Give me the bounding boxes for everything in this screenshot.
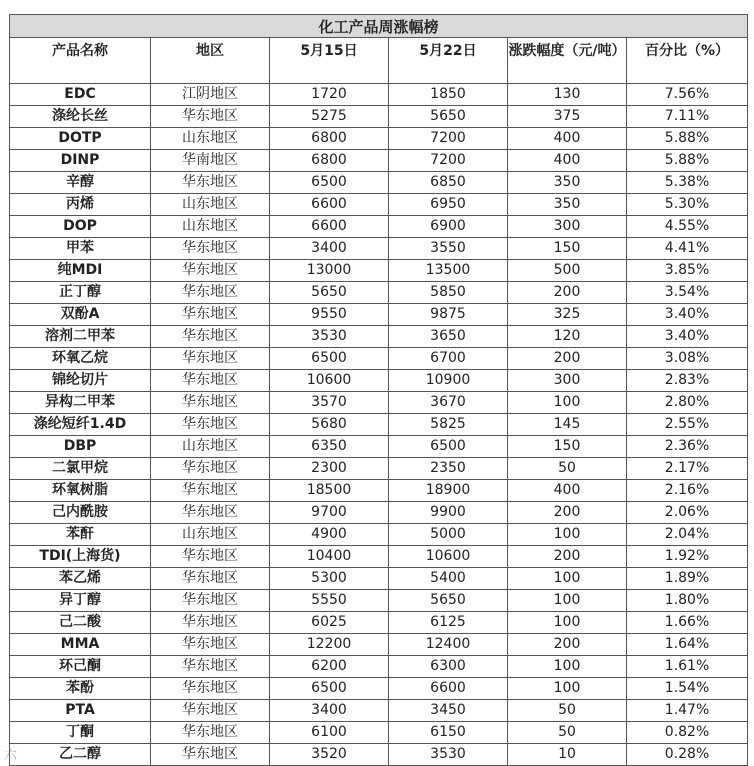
region-cell: 华东地区 [151,634,270,656]
percent-cell: 1.54% [627,678,748,700]
may15-price-cell: 10400 [270,546,389,568]
region-cell: 华东地区 [151,612,270,634]
may22-price-cell: 7200 [389,150,508,172]
may15-price-cell: 13000 [270,260,389,282]
percent-cell: 7.11% [627,106,748,128]
product-name-cell: 丁酮 [10,722,151,744]
table-row [10,568,748,590]
header-percent: 百分比（%） [627,38,748,84]
table-row [10,84,748,106]
percent-cell: 5.88% [627,150,748,172]
header-region: 地区 [151,38,270,84]
region-cell: 华东地区 [151,722,270,744]
percent-cell: 4.55% [627,216,748,238]
product-name-cell: 锦纶切片 [10,370,151,392]
region-cell: 山东地区 [151,524,270,546]
product-name-cell: 辛醇 [10,172,151,194]
change-cell: 350 [508,194,627,216]
may22-price-cell: 5000 [389,524,508,546]
product-name-cell: 苯酚 [10,678,151,700]
table-row [10,590,748,612]
change-cell: 10 [508,744,627,766]
may22-price-cell: 3650 [389,326,508,348]
product-name-cell: 己内酰胺 [10,502,151,524]
may15-price-cell: 10600 [270,370,389,392]
change-cell: 100 [508,656,627,678]
table-row [10,370,748,392]
product-name-cell: 溶剂二甲苯 [10,326,151,348]
region-cell: 华东地区 [151,172,270,194]
percent-cell: 2.83% [627,370,748,392]
may15-price-cell: 1720 [270,84,389,106]
percent-cell: 5.38% [627,172,748,194]
may22-price-cell: 2350 [389,458,508,480]
product-name-cell: 环己酮 [10,656,151,678]
change-cell: 200 [508,348,627,370]
change-cell: 200 [508,282,627,304]
may22-price-cell: 18900 [389,480,508,502]
change-cell: 300 [508,370,627,392]
may15-price-cell: 3570 [270,392,389,414]
percent-cell: 2.80% [627,392,748,414]
may22-price-cell: 3450 [389,700,508,722]
table-row [10,744,748,766]
product-name-cell: PTA [10,700,151,722]
product-name-cell: EDC [10,84,151,106]
product-name-cell: 异丁醇 [10,590,151,612]
table-row [10,502,748,524]
may15-price-cell: 6200 [270,656,389,678]
region-cell: 华东地区 [151,502,270,524]
may22-price-cell: 6600 [389,678,508,700]
region-cell: 华东地区 [151,678,270,700]
may22-price-cell: 6300 [389,656,508,678]
table-row [10,106,748,128]
may15-price-cell: 5650 [270,282,389,304]
may15-price-cell: 6500 [270,348,389,370]
product-name-cell: 环氧乙烷 [10,348,151,370]
may15-price-cell: 5275 [270,106,389,128]
product-name-cell: 涤纶短纤1.4D [10,414,151,436]
may15-price-cell: 18500 [270,480,389,502]
percent-cell: 1.89% [627,568,748,590]
product-name-cell: 环氧树脂 [10,480,151,502]
table-title-row [10,15,748,38]
may15-price-cell: 3400 [270,238,389,260]
percent-cell: 3.08% [627,348,748,370]
table-row [10,612,748,634]
may15-price-cell: 6600 [270,194,389,216]
percent-cell: 4.41% [627,238,748,260]
may15-price-cell: 9700 [270,502,389,524]
table-row [10,304,748,326]
product-name-cell: 己二酸 [10,612,151,634]
change-cell: 150 [508,238,627,260]
change-cell: 100 [508,612,627,634]
table-row [10,194,748,216]
region-cell: 华南地区 [151,150,270,172]
region-cell: 华东地区 [151,590,270,612]
may22-price-cell: 5400 [389,568,508,590]
region-cell: 华东地区 [151,392,270,414]
region-cell: 华东地区 [151,458,270,480]
region-cell: 山东地区 [151,128,270,150]
percent-cell: 5.88% [627,128,748,150]
may15-price-cell: 6500 [270,172,389,194]
table-row [10,326,748,348]
table-header-row [10,38,748,84]
change-cell: 200 [508,502,627,524]
may22-price-cell: 6125 [389,612,508,634]
region-cell: 华东地区 [151,744,270,766]
percent-cell: 2.04% [627,524,748,546]
may22-price-cell: 6500 [389,436,508,458]
may22-price-cell: 6850 [389,172,508,194]
table-row [10,436,748,458]
change-cell: 100 [508,590,627,612]
percent-cell: 2.17% [627,458,748,480]
table-body [10,84,748,766]
percent-cell: 3.40% [627,304,748,326]
region-cell: 江阴地区 [151,84,270,106]
table-row [10,678,748,700]
may22-price-cell: 5850 [389,282,508,304]
may15-price-cell: 5680 [270,414,389,436]
percent-cell: 1.92% [627,546,748,568]
table-row [10,348,748,370]
table-row [10,150,748,172]
change-cell: 150 [508,436,627,458]
product-name-cell: 纯MDI [10,260,151,282]
percent-cell: 3.40% [627,326,748,348]
may15-price-cell: 6800 [270,150,389,172]
may22-price-cell: 10900 [389,370,508,392]
table-row [10,282,748,304]
may15-price-cell: 12200 [270,634,389,656]
table-row [10,172,748,194]
product-name-cell: DBP [10,436,151,458]
product-name-cell: 苯乙烯 [10,568,151,590]
region-cell: 华东地区 [151,546,270,568]
percent-cell: 3.54% [627,282,748,304]
may22-price-cell: 7200 [389,128,508,150]
region-cell: 华东地区 [151,326,270,348]
percent-cell: 2.36% [627,436,748,458]
may22-price-cell: 6700 [389,348,508,370]
region-cell: 华东地区 [151,282,270,304]
region-cell: 华东地区 [151,106,270,128]
percent-cell: 3.85% [627,260,748,282]
percent-cell: 5.30% [627,194,748,216]
may22-price-cell: 9900 [389,502,508,524]
change-cell: 100 [508,678,627,700]
may22-price-cell: 3530 [389,744,508,766]
table-row [10,128,748,150]
may22-price-cell: 6150 [389,722,508,744]
product-name-cell: 苯酐 [10,524,151,546]
percent-cell: 2.55% [627,414,748,436]
change-cell: 400 [508,150,627,172]
product-name-cell: 双酚A [10,304,151,326]
percent-cell: 1.80% [627,590,748,612]
may22-price-cell: 3670 [389,392,508,414]
region-cell: 华东地区 [151,348,270,370]
table-row [10,634,748,656]
table-row [10,656,748,678]
may22-price-cell: 6900 [389,216,508,238]
may22-price-cell: 9875 [389,304,508,326]
may15-price-cell: 6100 [270,722,389,744]
percent-cell: 2.16% [627,480,748,502]
may15-price-cell: 6500 [270,678,389,700]
may15-price-cell: 4900 [270,524,389,546]
change-cell: 200 [508,634,627,656]
percent-cell: 0.28% [627,744,748,766]
header-may15: 5月15日 [270,38,389,84]
product-name-cell: 丙烯 [10,194,151,216]
product-name-cell: TDI(上海货) [10,546,151,568]
change-cell: 400 [508,480,627,502]
percent-cell: 1.61% [627,656,748,678]
change-cell: 400 [508,128,627,150]
table-row [10,722,748,744]
product-name-cell: 涤纶长丝 [10,106,151,128]
region-cell: 华东地区 [151,568,270,590]
may15-price-cell: 6025 [270,612,389,634]
table-row [10,414,748,436]
may22-price-cell: 12400 [389,634,508,656]
may22-price-cell: 1850 [389,84,508,106]
percent-cell: 1.64% [627,634,748,656]
may22-price-cell: 13500 [389,260,508,282]
may22-price-cell: 3550 [389,238,508,260]
may22-price-cell: 10600 [389,546,508,568]
change-cell: 50 [508,700,627,722]
may15-price-cell: 6600 [270,216,389,238]
table-row [10,524,748,546]
region-cell: 华东地区 [151,700,270,722]
product-name-cell: DOP [10,216,151,238]
percent-cell: 2.06% [627,502,748,524]
product-name-cell: 正丁醇 [10,282,151,304]
may15-price-cell: 3400 [270,700,389,722]
region-cell: 华东地区 [151,370,270,392]
may22-price-cell: 5650 [389,106,508,128]
watermark: 六 [4,748,18,763]
change-cell: 500 [508,260,627,282]
change-cell: 350 [508,172,627,194]
region-cell: 华东地区 [151,656,270,678]
header-product-name: 产品名称 [10,38,151,84]
change-cell: 145 [508,414,627,436]
percent-cell: 7.56% [627,84,748,106]
percent-cell: 0.82% [627,722,748,744]
may15-price-cell: 3530 [270,326,389,348]
table-row [10,260,748,282]
table-row [10,458,748,480]
may22-price-cell: 5650 [389,590,508,612]
percent-cell: 1.66% [627,612,748,634]
table-row [10,238,748,260]
region-cell: 山东地区 [151,194,270,216]
change-cell: 100 [508,524,627,546]
may15-price-cell: 3520 [270,744,389,766]
region-cell: 山东地区 [151,216,270,238]
may15-price-cell: 9550 [270,304,389,326]
change-cell: 100 [508,568,627,590]
may15-price-cell: 5300 [270,568,389,590]
header-change: 涨跌幅度（元/吨） [508,38,627,84]
region-cell: 华东地区 [151,414,270,436]
change-cell: 50 [508,458,627,480]
table-row [10,546,748,568]
product-name-cell: 乙二醇 [10,744,151,766]
table-title: 化工产品周涨幅榜 [10,15,748,38]
change-cell: 375 [508,106,627,128]
header-may22: 5月22日 [389,38,508,84]
percent-cell: 1.47% [627,700,748,722]
table-row [10,480,748,502]
change-cell: 100 [508,392,627,414]
product-name-cell: DOTP [10,128,151,150]
product-name-cell: MMA [10,634,151,656]
table-row [10,216,748,238]
may15-price-cell: 6800 [270,128,389,150]
may15-price-cell: 2300 [270,458,389,480]
weekly-gain-table [9,14,748,766]
table-row [10,392,748,414]
change-cell: 325 [508,304,627,326]
product-name-cell: 异构二甲苯 [10,392,151,414]
change-cell: 300 [508,216,627,238]
region-cell: 华东地区 [151,304,270,326]
table-row [10,700,748,722]
change-cell: 200 [508,546,627,568]
change-cell: 120 [508,326,627,348]
product-name-cell: 甲苯 [10,238,151,260]
may15-price-cell: 6350 [270,436,389,458]
region-cell: 山东地区 [151,436,270,458]
region-cell: 华东地区 [151,480,270,502]
product-name-cell: DINP [10,150,151,172]
change-cell: 50 [508,722,627,744]
may22-price-cell: 6950 [389,194,508,216]
region-cell: 华东地区 [151,238,270,260]
product-name-cell: 二氯甲烷 [10,458,151,480]
may22-price-cell: 5825 [389,414,508,436]
change-cell: 130 [508,84,627,106]
region-cell: 华东地区 [151,260,270,282]
may15-price-cell: 5550 [270,590,389,612]
